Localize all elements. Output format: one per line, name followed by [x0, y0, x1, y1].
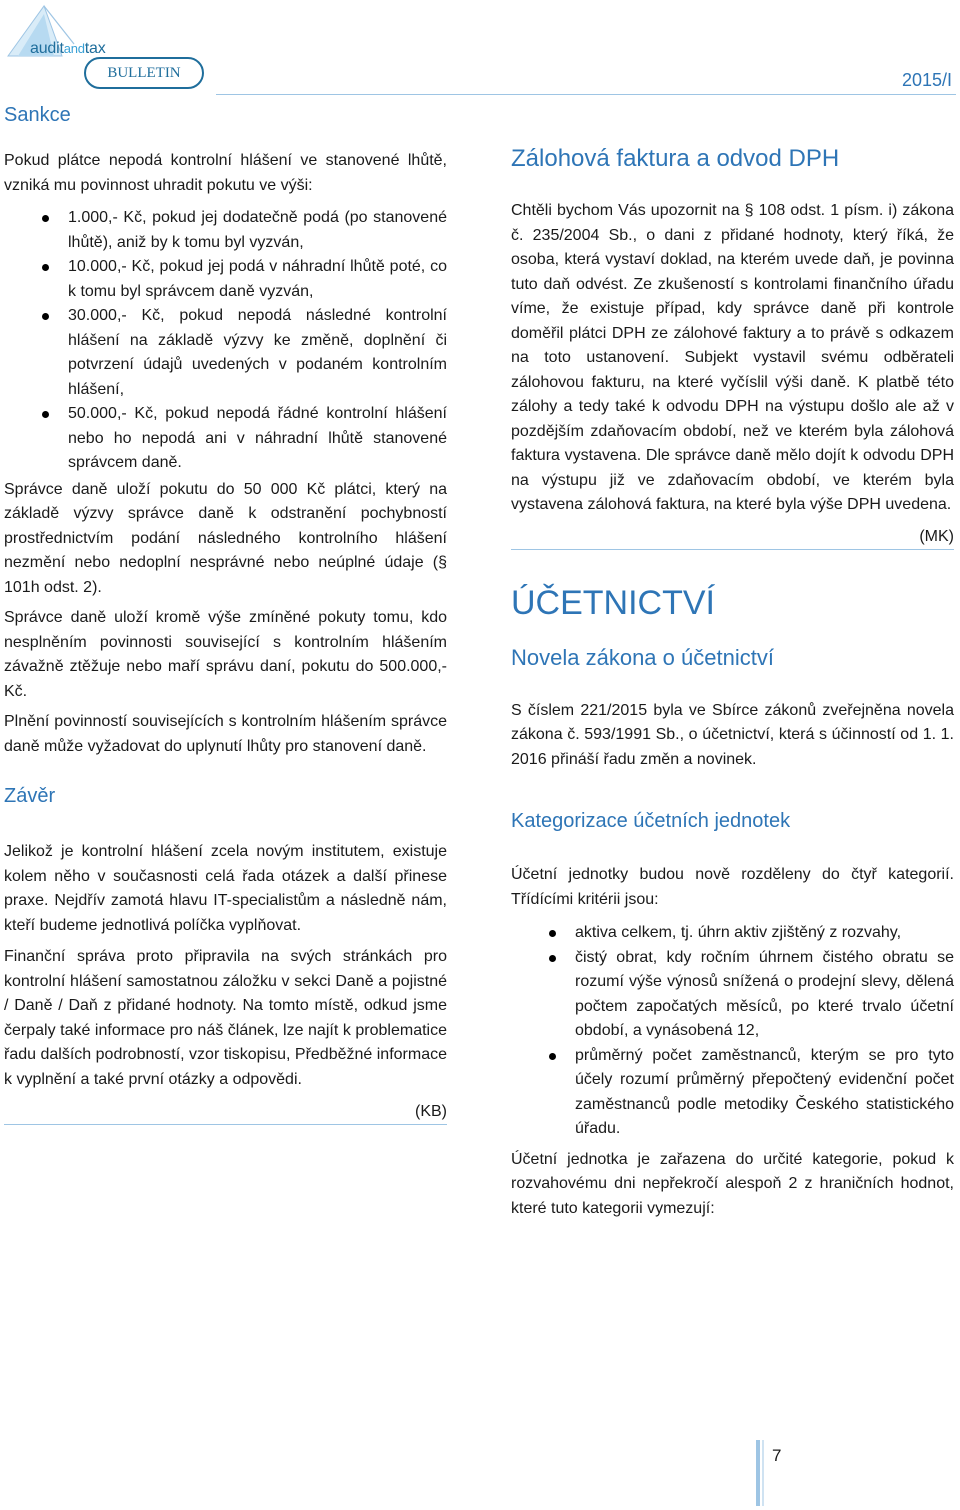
page-number-bar: [756, 1440, 760, 1506]
page-number-bar-secondary: [762, 1440, 764, 1506]
list-item: 50.000,- Kč, pokud nepodá řádné kontrolní hlášení nebo ho nepodá ani v náhradní lhůtě stanovené správcem daně.: [4, 402, 447, 476]
left-column: [4, 100, 447, 1125]
zaver-paragraph-2: Finanční správa proto připravila na svých stránkách pro kontrolní hlášení samostatnou záložku v sekci Daně a pojistné / Daně / Daň z přidané hodnoty. Na tomto místě, odkud jsme čerpaly také informace pro náš článek, lze najít k problematice řadu dalších podrobností, vzor tiskopisu, Předběžné informace k vyplnění a také první otázky a odpovědi.: [4, 948, 447, 1088]
list-item: čistý obrat, kdy ročním úhrnem čistého obratu se rozumí výše výnosů snížená o prodejní slevy, dělená počtem započatých měsíců, po které trvalo účetní období, a vynásobená 12,: [511, 946, 954, 1044]
bullet-icon: [549, 955, 556, 962]
sankce-heading: Sankce: [4, 104, 71, 126]
company-logo: [4, 4, 124, 60]
list-item: 10.000,- Kč, pokud jej podá v náhradní lhůtě poté, co k tomu byl správcem daně vyzván,: [4, 255, 447, 304]
zalohova-heading: Zálohová faktura a odvod DPH: [511, 145, 840, 172]
sankce-intro: Pokud plátce nepodá kontrolní hlášení ve stanovené lhůtě, vzniká mu povinnost uhradit pokutu ve výši:: [4, 152, 447, 194]
novela-heading: Novela zákona o účetnictví: [511, 644, 774, 670]
zalohova-signature: (MK): [919, 527, 954, 545]
bullet-icon: [549, 930, 556, 937]
sankce-list: [4, 206, 447, 476]
sankce-paragraph-3: Plnění povinností souvisejících s kontrolním hlášením správce daně může vyžadovat do uplynutí lhůty pro stanovení daně.: [4, 713, 447, 755]
zaver-rule: [4, 1124, 447, 1125]
page-number: 7: [772, 1446, 782, 1465]
list-item: aktiva celkem, tj. úhrn aktiv zjištěný z rozvahy,: [511, 921, 954, 946]
logo-wordmark: auditandtax: [30, 40, 106, 57]
bullet-icon: [42, 264, 49, 271]
zalohova-paragraph: Chtěli bychom Vás upozornit na § 108 odst. 1 písm. i) zákona č. 235/2004 Sb., o dani z přidané hodnoty, který říká, že osoba, která vystaví doklad, na kterém uvede daň, je povinna tuto daň odvést. Ze zkušeností s kontrolami finančního úřadu víme, že existuje případ, kdy správce daně při kontrole doměřil plátci DPH ze zálohové faktury a to právě s odkazem na toto ustanovení. Subjekt vystavil svému odběrateli zálohovou fakturu, na které vyčíslil výši daně. K platbě této zálohy a tedy také k odvodu DPH na výstupu došlo ale až v pozdějším zdaňovacím období, než ve kterém byla zálohová faktura vystavena. Dle správce daně mělo dojít k odvodu DPH na výstupu již ve zdaňovacím období, ve kterém byla vystavena zálohová faktura, na které byla výše DPH uvedena.: [511, 202, 954, 513]
list-item: průměrný počet zaměstnanců, kterým se pro tyto účely rozumí průměrný přepočtený evidenční počet zaměstnanců podle metodiky Českého statistického úřadu.: [511, 1044, 954, 1142]
issue-number: 2015/I: [901, 70, 952, 90]
zaver-signature: (KB): [415, 1103, 447, 1120]
bullet-icon: [42, 313, 49, 320]
list-item: 1.000,- Kč, pokud jej dodatečně podá (po stanovené lhůtě), aniž by k tomu byl vyzván,: [4, 206, 447, 255]
bullet-icon: [42, 215, 49, 222]
kategorizace-intro: Účetní jednotky budou nově rozděleny do čtyř kategorií. Třídícími kritérii jsou:: [511, 866, 954, 908]
zalohova-rule: [511, 549, 954, 550]
kategorizace-list: [511, 921, 954, 1142]
right-column: [511, 145, 954, 1221]
sankce-paragraph-1: Správce daně uloží pokutu do 50 000 Kč plátci, který na základě výzvy správce daně k odstranění pochybností prostřednictvím podání následného kontrolního hlášení nezmění nebo nedoplní nesprávné nebo neúplné údaje (§ 101h odst. 2).: [4, 480, 447, 596]
kategorizace-heading: Kategorizace účetních jednotek: [511, 810, 791, 832]
novela-paragraph: S číslem 221/2015 byla ve Sbírce zákonů zveřejněna novela zákona č. 593/1991 Sb., o účetnictví, která s účinností od 1. 1. 2016 přináší řadu změn a novinek.: [511, 701, 954, 768]
header-rule: [216, 94, 956, 95]
bullet-icon: [42, 411, 49, 418]
zaver-paragraph-1: Jelikož je kontrolní hlášení zcela novým institutem, existuje kolem něho v současnosti celá řada otázek a další přinese praxe. Nejdřív zamotá hlavu IT-specialistům a následně nám, kteří budeme jednotlivá políčka vyplňovat.: [4, 843, 447, 934]
ucetnictvi-heading: ÚČETNICTVÍ: [511, 583, 715, 622]
bullet-icon: [549, 1053, 556, 1060]
bulletin-badge: BULLETIN: [84, 57, 204, 89]
zaver-heading: Závěr: [4, 785, 56, 807]
sankce-paragraph-2: Správce daně uloží kromě výše zmíněné pokuty tomu, kdo nesplněním povinnosti související s kontrolním hlášením závažně ztěžuje nebo maří správu daní, pokutu do 500.000,- Kč.: [4, 609, 447, 700]
list-item: 30.000,- Kč, pokud nepodá následné kontrolní hlášení na základě výzvy ke změně, doplnění či potvrzení údajů uvedených v podaném kontrolním hlášení,: [4, 304, 447, 402]
kategorizace-paragraph: Účetní jednotka je zařazena do určité kategorie, pokud k rozvahovému dni nepřekročí alespoň 2 z hraničních hodnot, které tuto kategorii vymezují:: [511, 1150, 954, 1217]
